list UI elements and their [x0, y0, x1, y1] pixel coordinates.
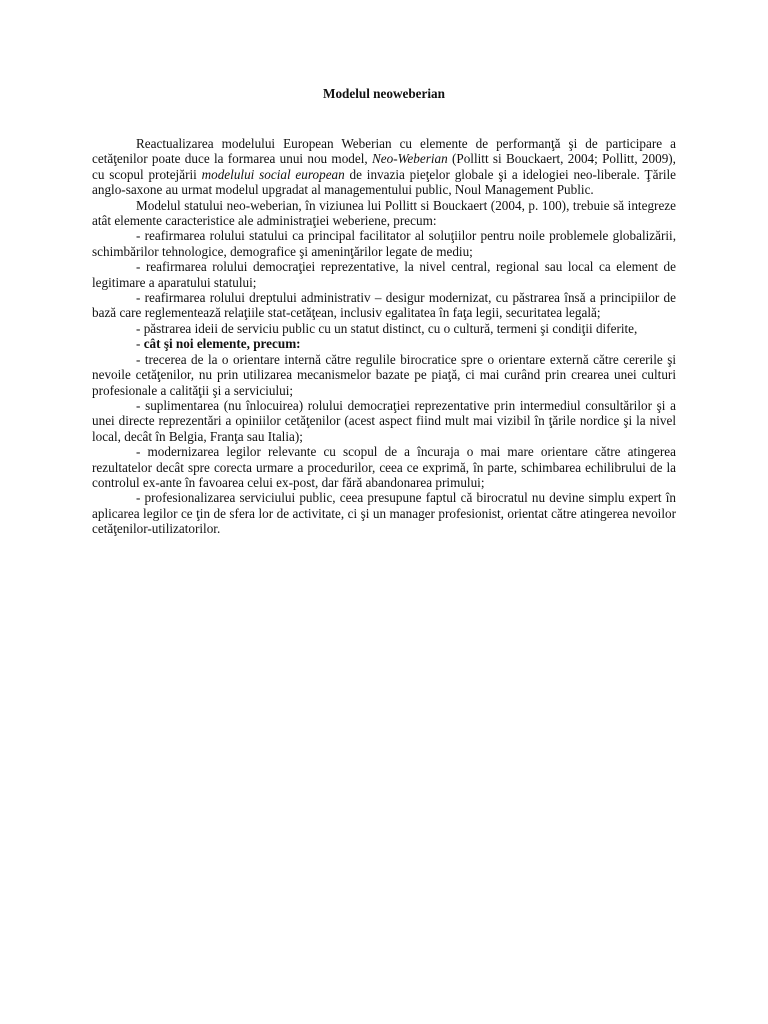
- list-item-external-orientation: - trecerea de la o orientare internă către regulile birocratice spre o orientare externă către cererile şi nevoile cetăţenilor, nu prin utilizarea mecanismelor bazate pe piaţă, ci mai curând prin crearea unei culturi profesionale a calităţii şi a serviciului;: [92, 351, 676, 398]
- term-social-model: modelului social european: [201, 166, 345, 182]
- new-elements-dash: -: [136, 336, 144, 352]
- list-item-administrative-law: - reafirmarea rolului dreptului administrativ – desigur modernizat, cu păstrarea însă a principiilor de bază care reglementează relaţiile stat-cetăţean, inclusiv egalitatea în faţa legii, securitatea legală;: [92, 290, 676, 321]
- paragraph-intro: [92, 136, 676, 198]
- list-item-new-elements: [92, 336, 676, 351]
- new-elements-heading: cât şi noi elemente, precum:: [143, 336, 301, 352]
- list-item-consultation: - suplimentarea (nu înlocuirea) rolului democraţiei reprezentative prin intermediul consultărilor şi a unei directe reprezentări a opiniilor cetăţenilor (acest aspect fiind mult mai vizibil în ţările nordice şi la nivel local, decât în Belgia, Franţa sau Italia);: [92, 397, 676, 444]
- term-neo-weberian: Neo-Weberian: [371, 151, 448, 167]
- list-item-state-role: - reafirmarea rolului statului ca principal facilitator al soluţiilor pentru noile problemele globalizării, schimbărilor tehnologice, demografice şi ameninţărilor legate de mediu;: [92, 228, 676, 259]
- paragraph-intro-part-3: de invazia pieţelor globale şi a idelogiei neo-liberale. Ţările anglo-saxone au urmat modelul upgradat al managementului public, Noul Management Public.: [92, 166, 677, 198]
- list-item-democracy-role: - reafirmarea rolului democraţiei reprezentative, la nivel central, regional sau local ca element de legitimare a aparatului statului;: [92, 259, 676, 290]
- list-item-professionalization: - profesionalizarea serviciului public, ceea presupune faptul că birocratul nu devine simplu expert în aplicarea legilor ce ţin de sfera lor de activitate, ci şi un manager profesionist, orientat către atingerea nevoilor cetăţenilor-utilizatorilor.: [92, 490, 676, 537]
- list-item-public-service: - păstrarea ideii de serviciu public cu un statut distinct, cu o cultură, termeni şi condiţii diferite,: [136, 320, 638, 336]
- paragraph-intro-part-1: Reactualizarea modelului European Weberian cu elemente de performanţă şi de participare a cetăţenilor poate duce la formarea unui nou model,: [92, 136, 676, 167]
- document-body: [92, 136, 676, 537]
- document-title: Modelul neoweberian: [323, 86, 445, 101]
- paragraph-intro-part-2: (Pollitt si Bouckaert, 2004; Pollitt, 2009), cu scopul protejării: [92, 151, 676, 182]
- paragraph-model: Modelul statului neo-weberian, în viziunea lui Pollitt si Bouckaert (2004, p. 100), trebuie să integreze atât elemente caracteristice ale administraţiei weberiene, precum:: [92, 197, 676, 229]
- list-item-law-modernization: - modernizarea legilor relevante cu scopul de a încuraja o mai mare orientare către atingerea rezultatelor decât spre corecta urmare a procedurilor, ceea ce exprimă, în parte, schimbarea echilibrului de la controlul ex-ante în favoarea celui ex-post, dar fără abandonarea primului;: [92, 444, 676, 490]
